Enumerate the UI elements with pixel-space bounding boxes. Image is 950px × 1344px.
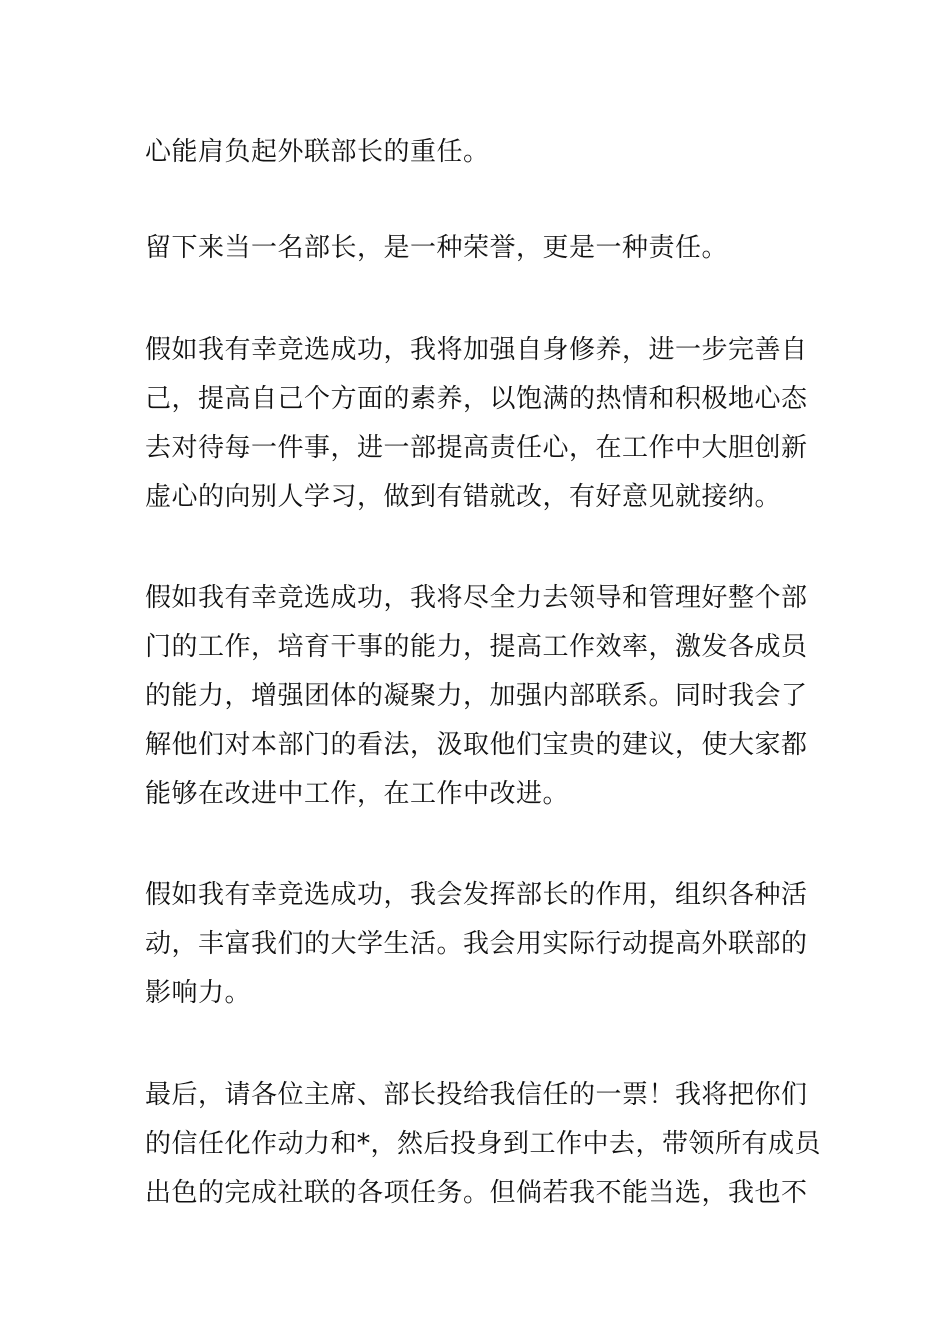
paragraph-line: 己，提高自己个方面的素养，以饱满的热情和积极地心态 (145, 384, 808, 414)
paragraph-line: 留下来当一名部长，是一种荣誉，更是一种责任。 (145, 233, 729, 263)
paragraph-5 (145, 871, 810, 1018)
paragraph-line: 虚心的向别人学习，做到有错就改，有好意见就接纳。 (145, 482, 782, 512)
paragraph-2 (145, 224, 810, 273)
paragraph-6 (145, 1071, 822, 1218)
paragraph-line: 的能力，增强团体的凝聚力，加强内部联系。同时我会了 (145, 681, 808, 711)
paragraph-line: 能够在改进中工作，在工作中改进。 (145, 779, 570, 809)
paragraph-line: 假如我有幸竞选成功，我会发挥部长的作用，组织各种活 (145, 880, 808, 910)
paragraph-line: 假如我有幸竞选成功，我将尽全力去领导和管理好整个部 (145, 583, 808, 613)
paragraph-line: 假如我有幸竞选成功，我将加强自身修养，进一步完善自 (145, 335, 808, 365)
paragraph-4 (145, 574, 810, 819)
paragraph-line: 的信任化作动力和*，然后投身到工作中去，带领所有成员 (145, 1129, 822, 1159)
paragraph-line: 门的工作，培育干事的能力，提高工作效率，激发各成员 (145, 632, 808, 662)
paragraph-line: 心能肩负起外联部长的重任。 (145, 137, 490, 167)
paragraph-line: 去对待每一件事，进一部提高责任心，在工作中大胆创新 (145, 433, 808, 463)
paragraph-line: 最后，请各位主席、部长投给我信任的一票！我将把你们 (145, 1080, 808, 1110)
paragraph-line: 出色的完成社联的各项任务。但倘若我不能当选，我也不 (145, 1178, 808, 1208)
paragraph-line: 动，丰富我们的大学生活。我会用实际行动提高外联部的 (145, 929, 808, 959)
paragraph-1 (145, 128, 810, 177)
paragraph-line: 影响力。 (145, 978, 252, 1008)
paragraph-line: 解他们对本部门的看法，汲取他们宝贵的建议，使大家都 (145, 730, 808, 760)
paragraph-3 (145, 326, 810, 522)
